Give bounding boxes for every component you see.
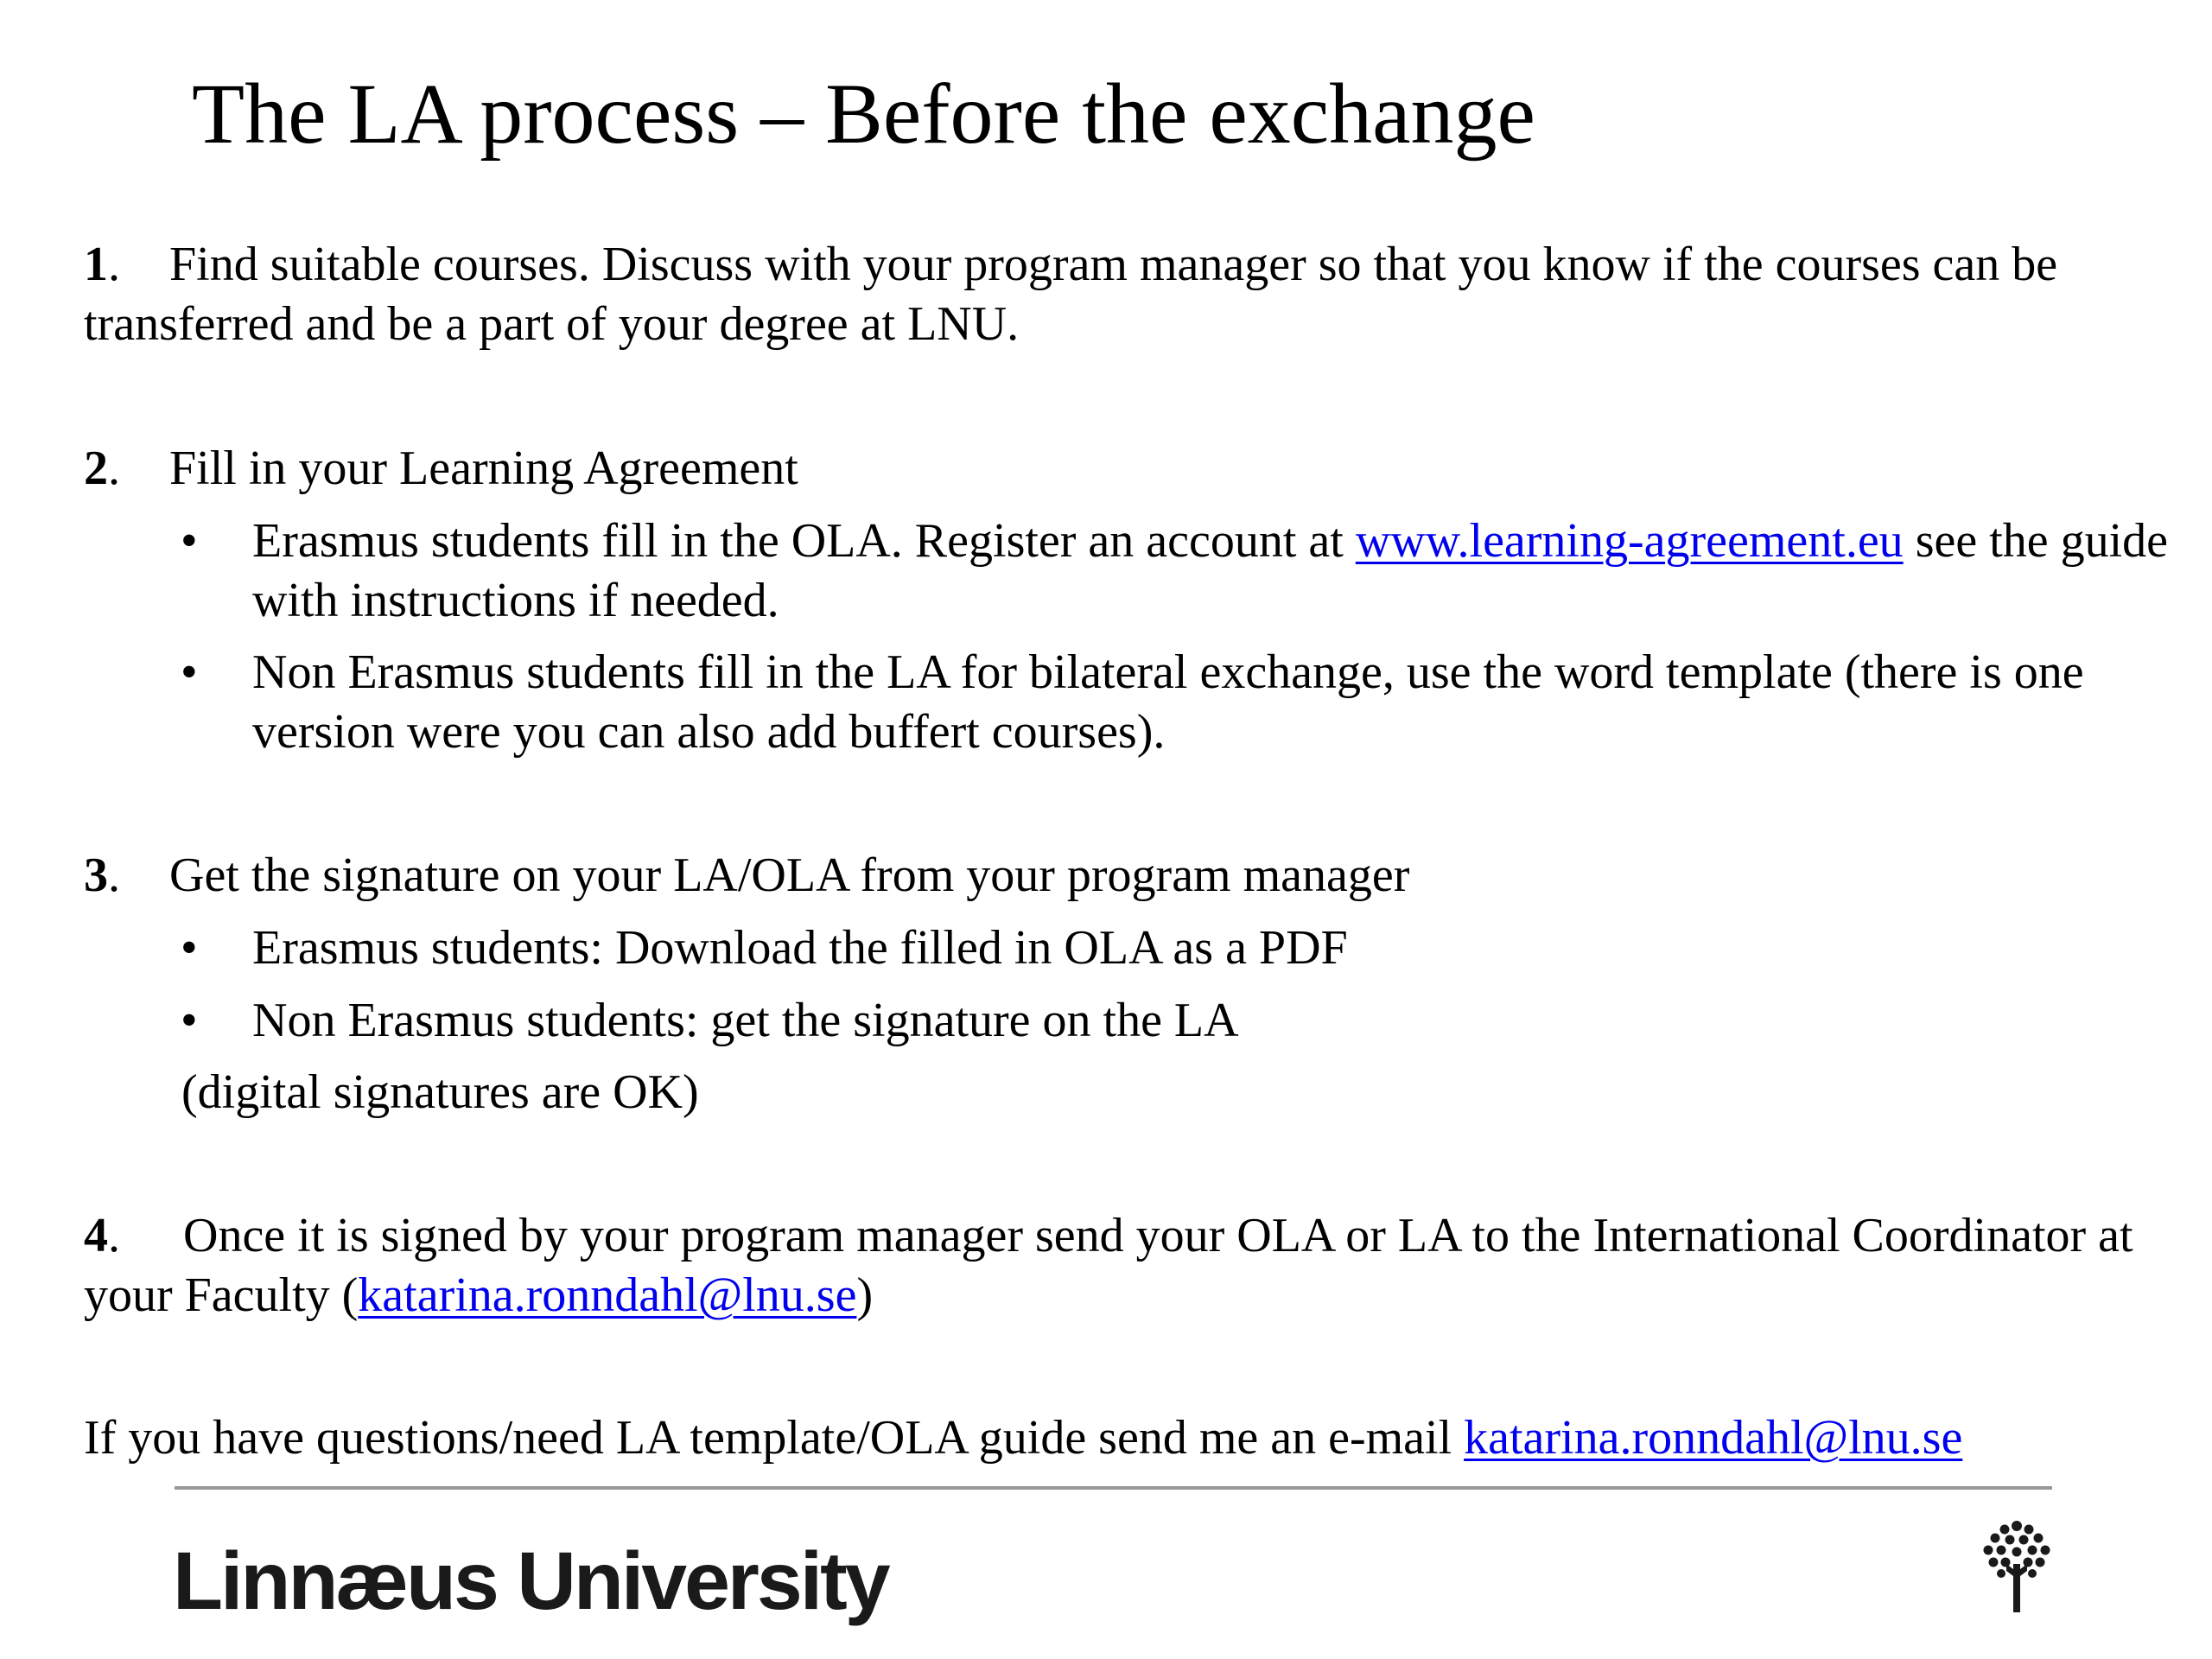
step-4-number: 4 <box>84 1209 108 1262</box>
step-4 <box>84 1206 2140 1325</box>
step-1 <box>84 235 2140 354</box>
step-1-text: Find suitable courses. Discuss with your program manager so that you know if the courses can be transferred and be a part of your degree at LNU. <box>84 238 2058 351</box>
step-3-note: (digital signatures are OK) <box>181 1065 699 1119</box>
bullet-icon: • <box>181 645 198 699</box>
step-2-text: Fill in your Learning Agreement <box>169 442 798 495</box>
step-3-text: Get the signature on your LA/OLA from your program manager <box>169 849 1410 902</box>
footer-divider <box>175 1486 2052 1490</box>
bullet-icon: • <box>181 994 198 1047</box>
step-3 <box>84 846 2140 906</box>
step-4-number-wrap: 4. <box>84 1209 120 1262</box>
step-2 <box>84 439 2140 499</box>
coordinator-email-link[interactable]: katarina.ronndahl@lnu.se <box>358 1268 857 1322</box>
bullet-text-before: Erasmus students fill in the OLA. Register an account at <box>252 514 1356 568</box>
contact-line <box>84 1408 2140 1468</box>
tree-icon <box>1980 1519 2053 1612</box>
contact-text: If you have questions/need LA template/OLA guide send me an e-mail <box>84 1411 1465 1465</box>
step-3-bullet-erasmus-text: Erasmus students: Download the filled in OLA as a PDF <box>252 921 1348 975</box>
step-1-number: 1 <box>84 238 108 291</box>
university-wordmark: Linnæus University <box>173 1535 888 1627</box>
step-4-text-after: ) <box>856 1268 874 1322</box>
step-2-number-wrap: 2. <box>84 442 120 495</box>
bullet-text-after: see the guide with instructions if needed. <box>252 514 2169 627</box>
step-4-text-before: Once it is signed by your program manager send your OLA or LA to the International Coordinator at your Faculty ( <box>84 1209 2133 1322</box>
step-1-number-wrap: 1. <box>84 238 120 291</box>
step-3-number: 3 <box>84 849 108 902</box>
step-3-number-wrap: 3. <box>84 849 120 902</box>
contact-email-link[interactable]: katarina.ronndahl@lnu.se <box>1464 1411 1963 1465</box>
step-2-bullet-non-erasmus-text: Non Erasmus students fill in the LA for bilateral exchange, use the word template (there is one version were you can also add buffert courses). <box>252 645 2084 759</box>
step-2-number: 2 <box>84 442 108 495</box>
bullet-icon: • <box>181 921 198 975</box>
page-title: The LA process – Before the exchange <box>192 66 1535 162</box>
bullet-icon: • <box>181 514 198 568</box>
step-3-bullet-non-erasmus-text: Non Erasmus students: get the signature on the LA <box>252 994 1239 1047</box>
learning-agreement-link[interactable]: www.learning-agreement.eu <box>1355 514 1904 568</box>
step-2-bullet-erasmus-text <box>252 512 2205 631</box>
